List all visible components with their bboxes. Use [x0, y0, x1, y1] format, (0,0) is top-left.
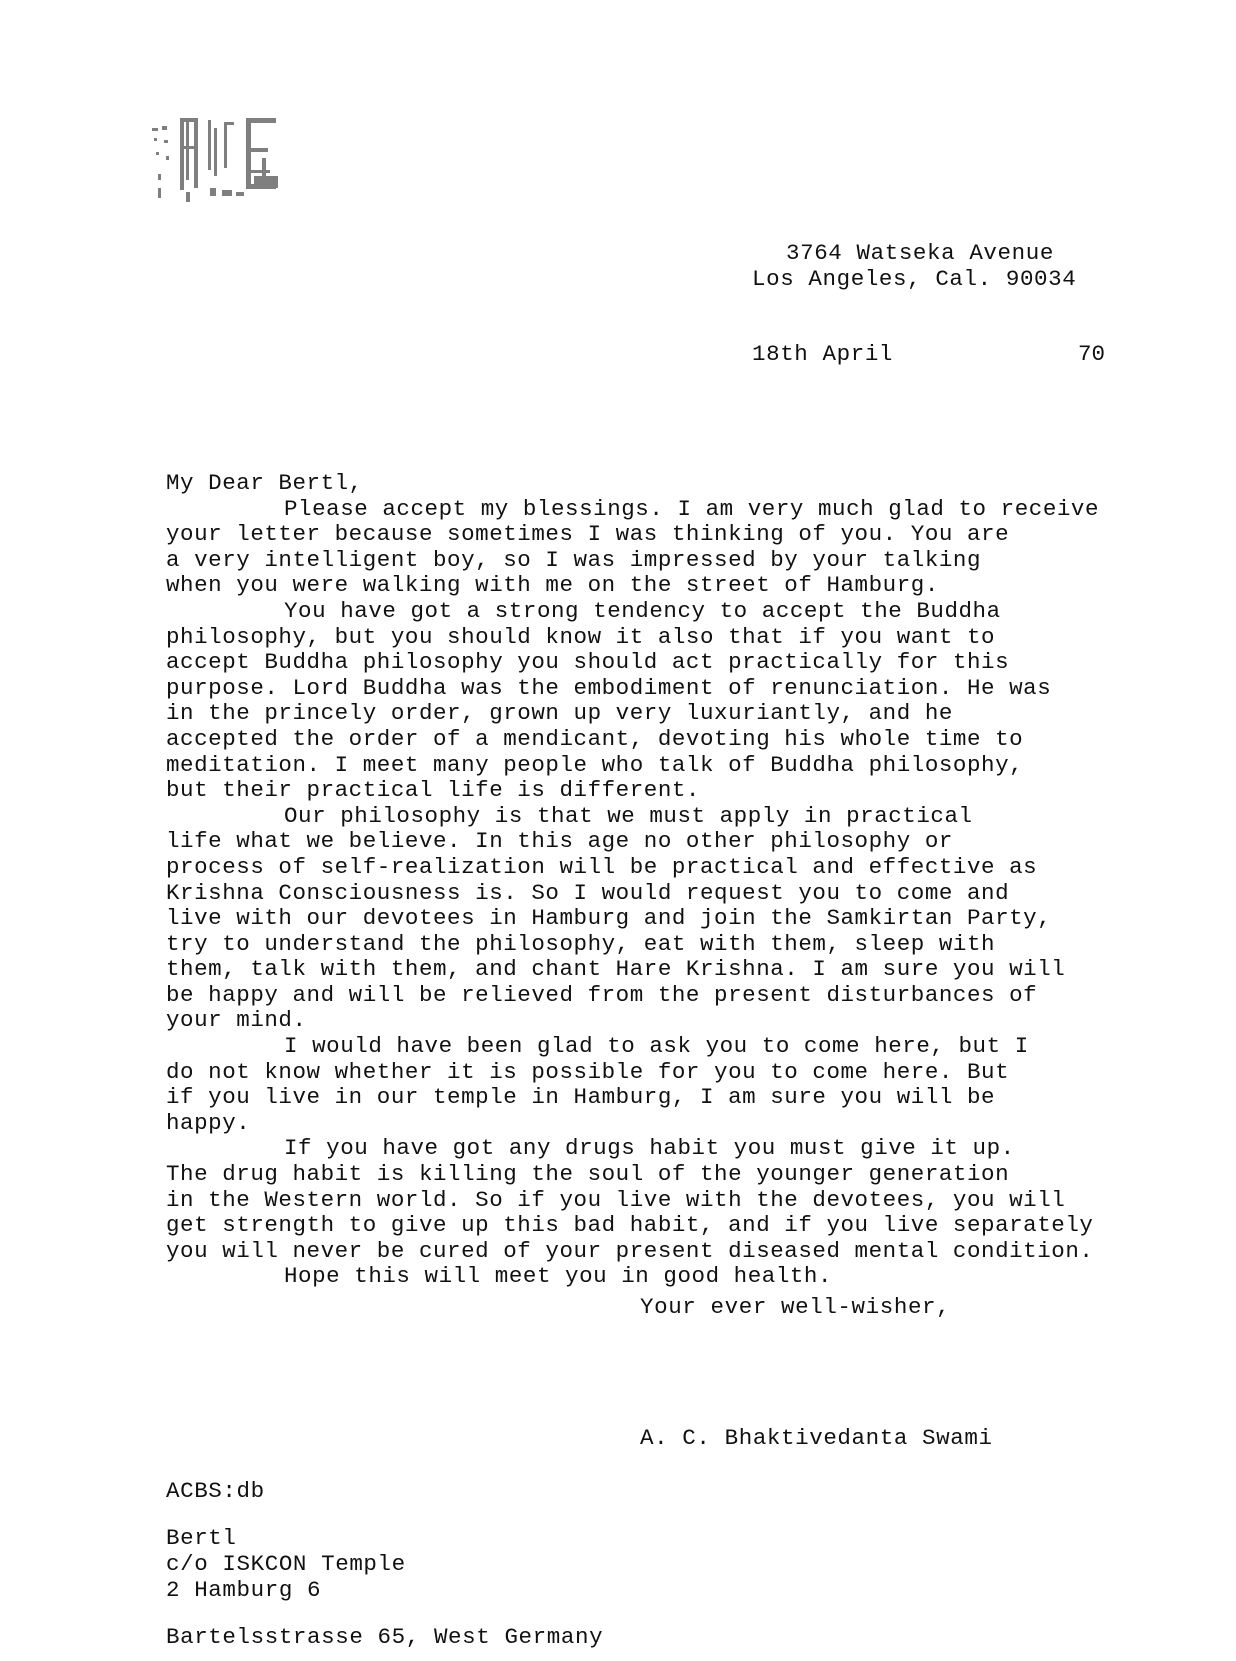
signature-name: A. C. Bhaktivedanta Swami	[640, 1425, 993, 1451]
paragraph: I would have been glad to ask you to come here, but I do not know whether it is possible for you to come here. But if you live in our temple in Hamburg, I am sure you will be happy.	[166, 1033, 1029, 1136]
closing-line: Your ever well-wisher,	[640, 1294, 951, 1320]
letter-date: 18th April	[752, 341, 894, 367]
paragraph: If you have got any drugs habit you must give it up. The drug habit is killing the soul of the younger generation in the Western world. So if you live with the devotees, you will get strength to give up this bad habit, and if you live separately you will never be cured of your present diseased mental condition.	[166, 1135, 1094, 1264]
recipient-address-line-2: 2 Hamburg 6	[166, 1577, 322, 1603]
recipient-address-line-1: c/o ISKCON Temple	[166, 1551, 406, 1577]
sender-address-line-1: 3764 Watseka Avenue	[786, 240, 1054, 266]
typist-initials: ACBS:db	[166, 1478, 265, 1504]
recipient-name: Bertl	[166, 1525, 237, 1551]
file-stamp-icon	[150, 118, 290, 208]
paragraph: Please accept my blessings. I am very much glad to receive your letter because sometimes I was thinking of you. You are a very intelligent boy, so I was impressed by your talking when you were walking with me on the street of Hamburg.	[166, 495, 1100, 599]
letter-body	[166, 471, 1196, 1290]
salutation: My Dear Bertl,	[166, 470, 363, 496]
paragraph: Our philosophy is that we must apply in practical life what we believe. In this age no other philosophy or process of self-realization will be practical and effective as Krishna Consciousness is. So I would request you to come and live with our devotees in Hamburg and join the Samkirtan Party, try to understand the philosophy, eat with them, sleep with them, talk with them, and chant Hare Krishna. I am sure you will be happy and will be relieved from the present disturbances of your mind.	[166, 802, 1066, 1034]
recipient-address-line-3: Bartelsstrasse 65, West Germany	[166, 1624, 604, 1650]
letter-year: 70	[1078, 341, 1106, 367]
sender-address-line-2: Los Angeles, Cal. 90034	[752, 266, 1077, 292]
paragraph: You have got a strong tendency to accept the Buddha philosophy, but you should know it also that if you want to accept Buddha philosophy you should act practically for this purpose. Lord Buddha was the embodiment of renunciation. He was in the princely order, grown up very luxuriantly, and he accepted the order of a mendicant, devoting his whole time to meditation. I meet many people who talk of Buddha philosophy, but their practical life is different.	[166, 597, 1052, 804]
paragraph: Hope this will meet you in good health.	[284, 1263, 833, 1290]
